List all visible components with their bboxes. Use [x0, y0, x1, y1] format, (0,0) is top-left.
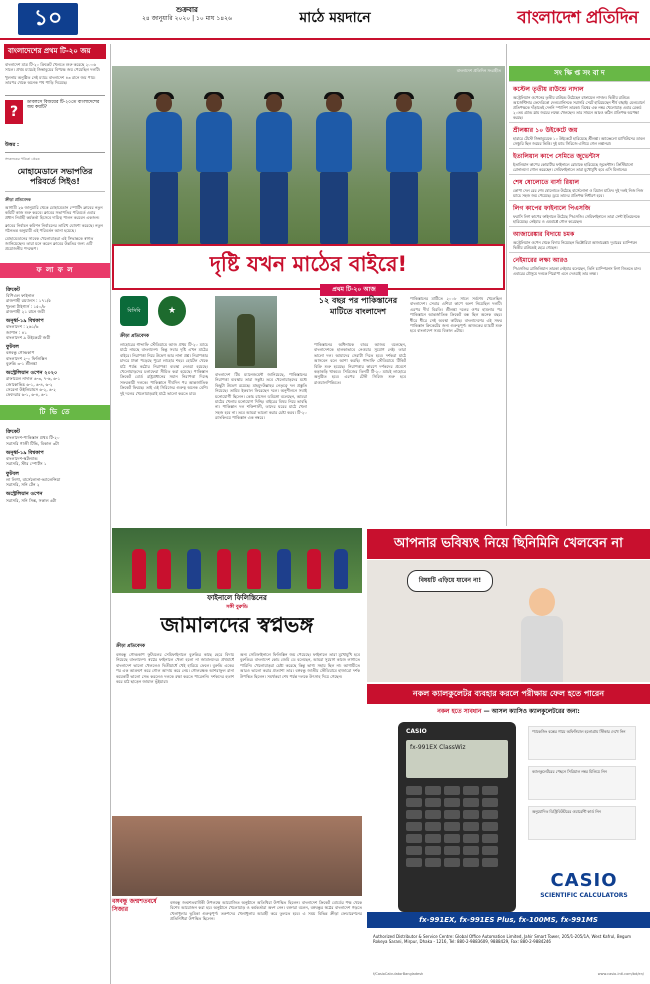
football-kicker: ফাইনালে ফিলিস্তিনের: [207, 594, 267, 602]
ad-caution: [367, 708, 650, 716]
day-label: শুক্রবার: [176, 6, 198, 14]
briefs-heading: সং ক্ষি প্ত সং বা দ: [509, 66, 650, 81]
briefs-column: [509, 66, 650, 526]
masthead-logo: বাংলাদেশ প্রতিদিন: [517, 8, 638, 28]
player-figure: [312, 94, 356, 244]
football-byline: ক্রীড়া প্রতিবেদক: [116, 644, 145, 649]
brief-title: নেইমারের লক্ষ্য আরও: [509, 252, 650, 266]
date-label: ২৪ জানুয়ারি ২০২০ | ১০ মাঘ ১৪২৬: [141, 14, 232, 22]
tv-group-title: অস্ট্রেলিয়ান ওপেন: [6, 491, 43, 498]
player-figure: [382, 94, 426, 244]
result-line: জাপান : ৪১: [6, 329, 28, 335]
result-line: বাংলাদেশ ৯ উইকেটে জয়ী: [6, 334, 51, 340]
tv-group: [6, 450, 104, 467]
trivia-text: [0, 59, 110, 91]
tv-group-title: ক্রিকেট: [6, 429, 20, 436]
left-column: [0, 44, 110, 984]
main-byline: ক্রীড়া প্রতিবেদক: [120, 334, 149, 339]
first-t20-tag: প্রথম টি-২০ আজ: [320, 284, 388, 296]
result-line: বাংলাদেশ ২-০ ফিলিস্তিন: [6, 355, 47, 361]
result-line: বাংলাদেশ : ২৬১/৬: [6, 324, 39, 330]
story-paragraph: মোহামেডানের সাবেক খেলোয়াড়রা এই সিদ্ধান্তকে স্বাগত জানিয়েছেন। তারা মনে করেন ক্লাবের উন্নতির জন্য এটি প্রয়োজনীয় পদক্ষেপ।: [5, 236, 94, 252]
football-headline: জামালদের স্বপ্নভঙ্গ: [160, 613, 314, 637]
authenticity-check: প্যাকেজিং বক্সের গায়ে অফিসিয়াল হলোগ্রাম স্টিকার দেখে নিন: [528, 726, 636, 760]
brief-text: অস্ট্রেলিয়ান ওপেনের তৃতীয় রাউন্ডে উঠেছেন রাফায়েল নাদাল। দ্বিতীয় রাউন্ডে আর্জেন্টিনার ফেদেরিকো দেলবোনিসকে সরাসরি সেটে হারিয়েছেন শীর্ষ বাছাই। মেলবোর্নে প্রতিপক্ষকে দাঁড়াতেই দেননি স্প্যানিশ তারকা। বিশ্বের এক নম্বর খেলোয়াড় এবার রেকর্ড ২০তম গ্র্যান্ড স্লাম জয়ের লক্ষ্যে খেলছেন। তার সামনে আরও কঠিন প্রতিপক্ষ অপেক্ষা করছে।: [513, 94, 645, 120]
question-mark-icon: ?: [5, 100, 23, 124]
football-player: [334, 549, 348, 589]
tv-group: [6, 429, 104, 446]
authenticity-check: ক্যালকুলেটরের পেছনে সিরিয়াল নম্বর মিলিয়ে নিন: [528, 766, 636, 800]
story-paragraph: আগামী ২৬ জানুয়ারি থেকে মোহামেডান স্পোর্টিং ক্লাবের নতুন কমিটি কাজ শুরু করবে। ক্লাবের সভাপতির পরিবর্তে এবার প্রধান নির্বাহী কর্মকর্তা হিসেবে দায়িত্ব পালন করবেন একজন।: [5, 205, 103, 221]
tv-band: টি ভি তে: [0, 405, 110, 420]
ceremony-text: বঙ্গবন্ধু জন্মশতবার্ষিকী উপলক্ষে আয়োজিত অনুষ্ঠানে অতিথিরা উপস্থিত ছিলেন। বাংলাদেশ ক্রিকেট বোর্ডের পক্ষ থেকে বিশেষ আয়োজন করা হয়। অনুষ্ঠানে খেলোয়াড় ও কর্মকর্তারা অংশ নেন। বক্তারা বলেন, বঙ্গবন্ধুর স্বপ্নের বাংলাদেশ গড়তে খেলাধুলার ভূমিকা গুরুত্বপূর্ণ। তরুণদের খেলাধুলায় আগ্রহী করে তুলতে হবে। এ সময় বিভিন্ন ক্রীড়া ফেডারেশনের প্রতিনিধিরা উপস্থিত ছিলেন।: [170, 900, 362, 922]
tv-line: বাংলাদেশ-স্কটল্যান্ড: [6, 456, 38, 462]
column-divider: [110, 44, 111, 984]
player-figure: [442, 94, 486, 244]
football-player: [247, 549, 261, 589]
ad-banner: আপনার ভবিষ্যৎ নিয়ে ছিনিমিনি খেলবেন না: [367, 529, 650, 559]
ad-footer: [367, 972, 650, 976]
security-photo: [215, 296, 277, 368]
section-title: মাঠে ময়দানে: [299, 10, 371, 26]
story-byline: ক্রীড়া প্রতিবেদক: [5, 197, 31, 203]
brief-title: ইতালিয়ান কাপে সেমিতে জুভেন্টাস: [509, 148, 650, 162]
results-list: [0, 281, 110, 400]
tv-group-title: ফুটবল: [6, 470, 19, 477]
casio-logo: CASIO: [550, 870, 618, 891]
caution-highlight: নকল হতে সাবধান: [437, 708, 482, 715]
facebook-handle: f/CasioCalculatorBangladesh: [373, 972, 424, 976]
result-group: [6, 370, 104, 397]
football-player: [157, 549, 171, 589]
brief-text: ফরাসি লিগ কাপের ফাইনালে উঠেছে পিএসজি। সেমিফাইনালে তারা সেন্ট ইতিয়েনকে হারিয়েছে। নেইমার ও এমবাপ্পে গোল করেছেন।: [513, 213, 640, 224]
ceremony-caption: বঙ্গবন্ধু জন্মশতবর্ষে সিজার: [112, 898, 157, 913]
result-group: [6, 344, 104, 366]
brief-text: ইতালিয়ান কাপের কোয়ার্টার ফাইনালে রোমাকে হারিয়েছে জুভেন্টাস। ক্রিস্টিয়ানো রোনালদো গোল করেছেন। সেমিফাইনালে তারা মুখোমুখি হবে এসি মিলানের।: [513, 161, 634, 172]
quiz-question: ডাবলসে বিজয়ের টি-২০তে বাংলাদেশের জয় কয়টি?: [27, 99, 100, 111]
bcb-logo: বিসিবি: [120, 296, 148, 326]
main-headline: দৃষ্টি যখন মাঠের বাইরে!: [209, 252, 408, 276]
main-story-col: বাংলাদেশ টিম ম্যানেজমেন্ট জানিয়েছে, পাকিস্তানের নিরাপত্তা ব্যবস্থায় তারা সন্তুষ্ট। তবে খেলোয়াড়দের মধ্যে কিছুটা উদ্বেগ রয়েছে। মাহমুদউল্লাহর নেতৃত্বে দল প্রস্তুতি নিয়েছে। তামিম ইকবাল ফিরেছেন দলে। অনুশীলনে সবাই মনোযোগী ছিলেন। কোচ রাসেল ডমিঙ্গো বলেছেন, আমরা মাঠের খেলায় মনোযোগ দিচ্ছি। বাইরের বিষয় নিয়ে ভাবছি না। পাকিস্তান দল শক্তিশালী, তাদের ঘরের মাঠে খেলা সহজ হবে না। তবে আমরা ভালো করার চেষ্টা করব। টি-২০ র‌্যাংকিংয়ে পাকিস্তান এক নম্বরে।: [215, 372, 307, 421]
trivia-paragraph: বাংলাদেশ মাত্র টি-২০ ক্রিকেট খেলতে শুরু করেছে ২০০৬ সালে। প্রথম ম্যাচেই জিম্বাবুয়ের বিপক্ষে জয় পেয়েছিল দলটি।: [5, 61, 101, 72]
tv-line: লা লিগা, বার্সেলোনা-ভ্যালেন্সিয়া: [6, 476, 61, 482]
football-player: [277, 549, 291, 589]
player-figure: [192, 94, 236, 244]
result-line: সেরেনা উইলিয়ামস ৬-২, ৬-২: [6, 386, 56, 392]
calculator-keys: [406, 786, 508, 867]
main-story-col: লাহোরের গাদ্দাফি স্টেডিয়ামে আজ প্রথম টি-২০ ম্যাচে মাঠে নামছে বাংলাদেশ। কিন্তু সবার দৃষ্টি এখন মাঠের বাইরে। নিরাপত্তা নিয়ে উদ্বেগ আর নানা প্রশ্ন। নিরাপত্তার চাদরে ঢাকা পড়েছে পুরো লাহোর শহর। হোটেল থেকে মাঠ পর্যন্ত কঠোর নিরাপত্তা ব্যবস্থা নেওয়া হয়েছে। খেলোয়াড়দের চলাফেরা সীমিত করা হয়েছে। পাকিস্তান ক্রিকেট বোর্ড রাষ্ট্রপ্রধানের সমান নিরাপত্তা দিচ্ছে সফরকারী দলকে। পাকিস্তানে দীর্ঘদিন পর আন্তর্জাতিক ক্রিকেট ফিরছে। তাই এই সিরিজের গুরুত্ব অনেক বেশি। দুই দলের খেলোয়াড়রাই মাঠে ভালো করতে চায়।: [120, 342, 208, 396]
result-group-title: অনূর্ধ্ব-১৯ বিশ্বকাপ: [6, 318, 44, 325]
main-story-col: পাকিস্তানের অধিনায়ক বাবর আজম বলেছেন, বাংলাদেশকে হালকাভাবে নেওয়ার সুযোগ নেই। তারা ভালো দল। আমাদের সেরাটা দিতে হবে। দর্শকরা মাঠে আসবেন বলে আশা করছি। গাদ্দাফি স্টেডিয়ামে টিকিট বিক্রি শুরু হয়েছে। নিরাপত্তার কারণে দর্শকদের প্রবেশে কড়াকড়ি থাকবে। সিরিজের তিনটি টি-২০ ম্যাচই লাহোরে অনুষ্ঠিত হবে। এরপর টেস্ট সিরিজ শুরু হবে রাওয়ালপিন্ডিতে।: [314, 342, 406, 385]
result-line: বঙ্গবন্ধু গোল্ডকাপ: [6, 350, 35, 356]
distributor-info: Authorized Distributor & Service Centre: Global Office Automation Limited, Jahir Smart Tower, 205/1-205/1A, West Kafrul, Begum Rokeya Sarani, Mirpur, Dhaka - 1216, Tel: 880-2-9883609, 9888429, Fax: 880-2-9884246: [373, 934, 631, 945]
pcb-logo: ★: [158, 296, 186, 326]
result-line: বুরুন্ডি ৩-১ শ্রীলঙ্কা: [6, 360, 38, 366]
brief-title: শেষ ষোলোতে বার্সা রিয়াল: [509, 174, 650, 188]
tv-list: [0, 423, 110, 505]
quiz-box: [5, 95, 105, 153]
result-line: রাজশাহী ২১ রানে জয়ী: [6, 308, 45, 314]
result-line: রাজশাহী রয়্যালস : ১৭১/৫: [6, 298, 52, 304]
brief-title: আজারেঙ্কার বিদায়ে চমক: [509, 226, 650, 240]
quiz-answer: উত্তর :: [5, 141, 19, 148]
ad-illustration: [367, 560, 650, 682]
quiz-credit: সংকলকের পত্রিকা প্রেরক: [5, 156, 40, 161]
casio-tagline: SCIENTIFIC CALCULATORS: [540, 892, 628, 899]
story-body: [0, 194, 110, 257]
tv-line: সরাসরি গাজী টিভি, বিকাল ৩টা: [6, 440, 59, 446]
brief-title: কস্টেল তৃতীয় রাউন্ডে নাদাল: [509, 81, 650, 95]
calculator-image: [398, 722, 516, 912]
football-player: [217, 549, 231, 589]
results-band: ফ লা ফ ল: [0, 263, 110, 278]
model-list: fx-991EX, fx-991ES Plus, fx-100MS, fx-991MS: [367, 912, 650, 928]
football-story-col: অন্য সেমিফাইনালে ফিলিস্তিন জয় পেয়েছে। ফাইনালে তারা মুখোমুখি হবে বুরুন্ডির। বাংলাদেশ কোচ জেমি ডে বলেছেন, আমরা সুযোগ কাজে লাগাতে পারিনি। খেলোয়াড়রা চেষ্টা করেছে কিন্তু ভাগ্য সহায় ছিল না। আগামীতে আরও ভালো করার প্রত্যাশা তার। বঙ্গবন্ধু জাতীয় স্টেডিয়ামে হাজারো দর্শক উপস্থিত ছিলেন। সমর্থকরা শেষ পর্যন্ত দলকে উৎসাহ দিয়ে গেছেন।: [240, 652, 360, 679]
story-title: মোহামেডানে সভাপতির পরিবর্তে সিইও!: [5, 163, 105, 192]
page-number: ১০: [18, 3, 78, 35]
result-line: জোকোভিচ ৬-১, ৬-৪, ৬-২: [6, 381, 53, 387]
speech-bubble: বিষয়টি এড়িয়ে যাবেন না!: [407, 570, 493, 592]
authenticity-check: অনুমোদিত ডিস্ট্রিবিউটরের ওয়ারেন্টি কার্ড নিন: [528, 806, 636, 840]
trivia-paragraph: খুলনায় অনুষ্ঠিত সেই ম্যাচে বাংলাদেশ ৪৩ রানে জয় পায়। তারপর থেকে অনেক পথ পাড়ি দিয়েছে।: [5, 74, 96, 85]
trivia-heading: বাংলাদেশের প্রথম টি-২০ জয়: [4, 44, 106, 59]
tv-group: [6, 491, 104, 503]
brief-title: শ্রীলঙ্কার ১০ উইকেটে জয়: [509, 122, 650, 136]
main-story-col: পাকিস্তানের মাটিতে ২০০৮ সালে সর্বশেষ খেলেছিল বাংলাদেশ। সেবার এশিয়া কাপে অংশ নিয়েছিল দলটি। এরপর দীর্ঘ বিরতি। শ্রীলঙ্কা দলের ওপর হামলার পর পাকিস্তানে আন্তর্জাতিক ক্রিকেট বন্ধ ছিল অনেক বছর। ধীরে ধীরে সেই অবস্থা কাটছে। বাংলাদেশের এই সফর পাকিস্তান ক্রিকেটের জন্য গুরুত্বপূর্ণ। আজকের ম্যাচটি শুরু হবে বাংলাদেশ সময় বিকাল ৩টায়।: [410, 296, 502, 334]
brief-text: পিএসজির ব্রাজিলিয়ান তারকা নেইমার বলেছেন, তিনি চ্যাম্পিয়নস লিগ জিততে চান। এবারের মৌসুমে দলকে শিরোপা এনে দেওয়াই তার লক্ষ্য।: [513, 265, 641, 276]
headline-box: [112, 244, 505, 290]
tv-line: সরাসরি, সনি সিক্স, সকাল ৬টা: [6, 497, 57, 503]
result-line: রাফায়েল নাদাল ৬-৩, ৭-৬, ৬-১: [6, 376, 61, 382]
tv-group: [6, 471, 104, 488]
football-subtitle: সঙ্গী বুরুন্ডি: [226, 604, 248, 610]
dateline: [92, 6, 282, 22]
tv-group-title: অনূর্ধ্ব-১৯ বিশ্বকাপ: [6, 449, 44, 456]
football-player: [132, 549, 146, 589]
player-figure: [252, 94, 296, 244]
photo-credit: বাংলাদেশ প্রতিদিন সংগ্রহীত: [456, 68, 501, 73]
page-header: [0, 0, 650, 40]
result-line: খুলনা টাইগার্স : ১৫০/৮: [6, 303, 46, 309]
brief-text: অস্ট্রেলিয়ান ওপেন থেকে বিদায় নিয়েছেন ভিক্টোরিয়া আজারেঙ্কা। দুবারের চ্যাম্পিয়ন দ্বিতীয় রাউন্ডেই হেরে গেছেন।: [513, 239, 637, 250]
football-story-col: বঙ্গবন্ধু গোল্ডকাপ ফুটবলের সেমিফাইনালে বুরুন্ডির কাছে হেরে বিদায় নিয়েছে বাংলাদেশ। স্বপ্নের ফাইনালে খেলা হলো না জামালদের। প্রথমার্ধে বাংলাদেশ ভালো খেললেও দ্বিতীয়ার্ধে খেই হারিয়ে ফেলে। বুরুন্ডি একের পর এক আক্রমণ করে গোল আদায় করে নেয়। গোলরক্ষক আশরাফুল রানা কয়েকটি ভালো সেভ করলেও দলকে রক্ষা করতে পারেননি। দর্শকদের হতাশ করে মাঠ ছাড়েন জামাল ভূঁইয়ারা।: [116, 652, 234, 684]
football-player: [187, 549, 201, 589]
result-group-title: অস্ট্রেলিয়ান ওপেন ২০২০: [6, 370, 58, 377]
calculator-screen: fx-991EX ClassWiz: [406, 740, 508, 778]
brief-title: লিগ কাপের ফাইনালে পিএসজি: [509, 200, 650, 214]
result-group-title: ক্রিকেট: [6, 286, 20, 293]
main-photo: [112, 66, 505, 244]
column-divider: [506, 44, 507, 526]
student-figure: [517, 580, 567, 682]
caution-text: — আসল ক্যাসিও ক্যালকুলেটরের জন্য:: [481, 708, 580, 715]
brief-text: হারারে টেস্টে জিম্বাবুয়েকে ১০ উইকেটে হারিয়েছে শ্রীলঙ্কা। অ্যাঞ্জেলো ম্যাথিউসের ডাবল সেঞ্চুরি ছিল জয়ের ভিত্তি। দুই ম্যাচ সিরিজে এগিয়ে গেল লঙ্কানরা।: [513, 135, 645, 146]
result-group-title: ফুটবল: [6, 344, 19, 351]
brief-text: কোপা দেল রের শেষ ষোলোতে উঠেছে বার্সেলোনা ও রিয়াল মাদ্রিদ। দুই দলই নিজ নিজ ম্যাচে সহজ জয় পেয়েছে। ড্রয়ে তাদের প্রতিপক্ষ নির্ধারণ হবে।: [513, 187, 644, 198]
calculator-brand: CASIO: [406, 728, 427, 735]
story-paragraph: ক্লাবের নির্বাচন কমিশন নির্বাচনের তারিখ ঘোষণা করেছে। নতুন গঠনতন্ত্র অনুযায়ী এই পরিবর্তন আনা হয়েছে।: [5, 223, 103, 234]
tv-line: সরাসরি, সনি টেন ২: [6, 482, 40, 488]
ad-warning: নকল ক্যালকুলেটর ব্যবহার করলে পরীক্ষায় ফেল হতে পারেন: [367, 684, 650, 704]
tv-line: বাংলাদেশ-পাকিস্তান প্রথম টি-২০: [6, 435, 60, 441]
result-line: ফেদেরার ৬-১, ৬-৪, ৬-১: [6, 392, 48, 398]
player-figure: [142, 94, 186, 244]
result-group: [6, 287, 104, 314]
side-caption: ১২ বছর পর পাকিস্তানের মাটিতে বাংলাদেশ: [318, 296, 398, 316]
football-photo: [112, 528, 362, 593]
football-player: [307, 549, 321, 589]
ceremony-photo: [112, 816, 362, 896]
result-line: বিপিএল ফাইনাল: [6, 293, 35, 299]
website-url: www.casio-intl.com/bd/en/: [597, 972, 644, 976]
tv-line: সরাসরি, স্টার স্পোর্টস ১: [6, 461, 47, 467]
result-group: [6, 318, 104, 340]
soldier-figure: [237, 314, 255, 366]
